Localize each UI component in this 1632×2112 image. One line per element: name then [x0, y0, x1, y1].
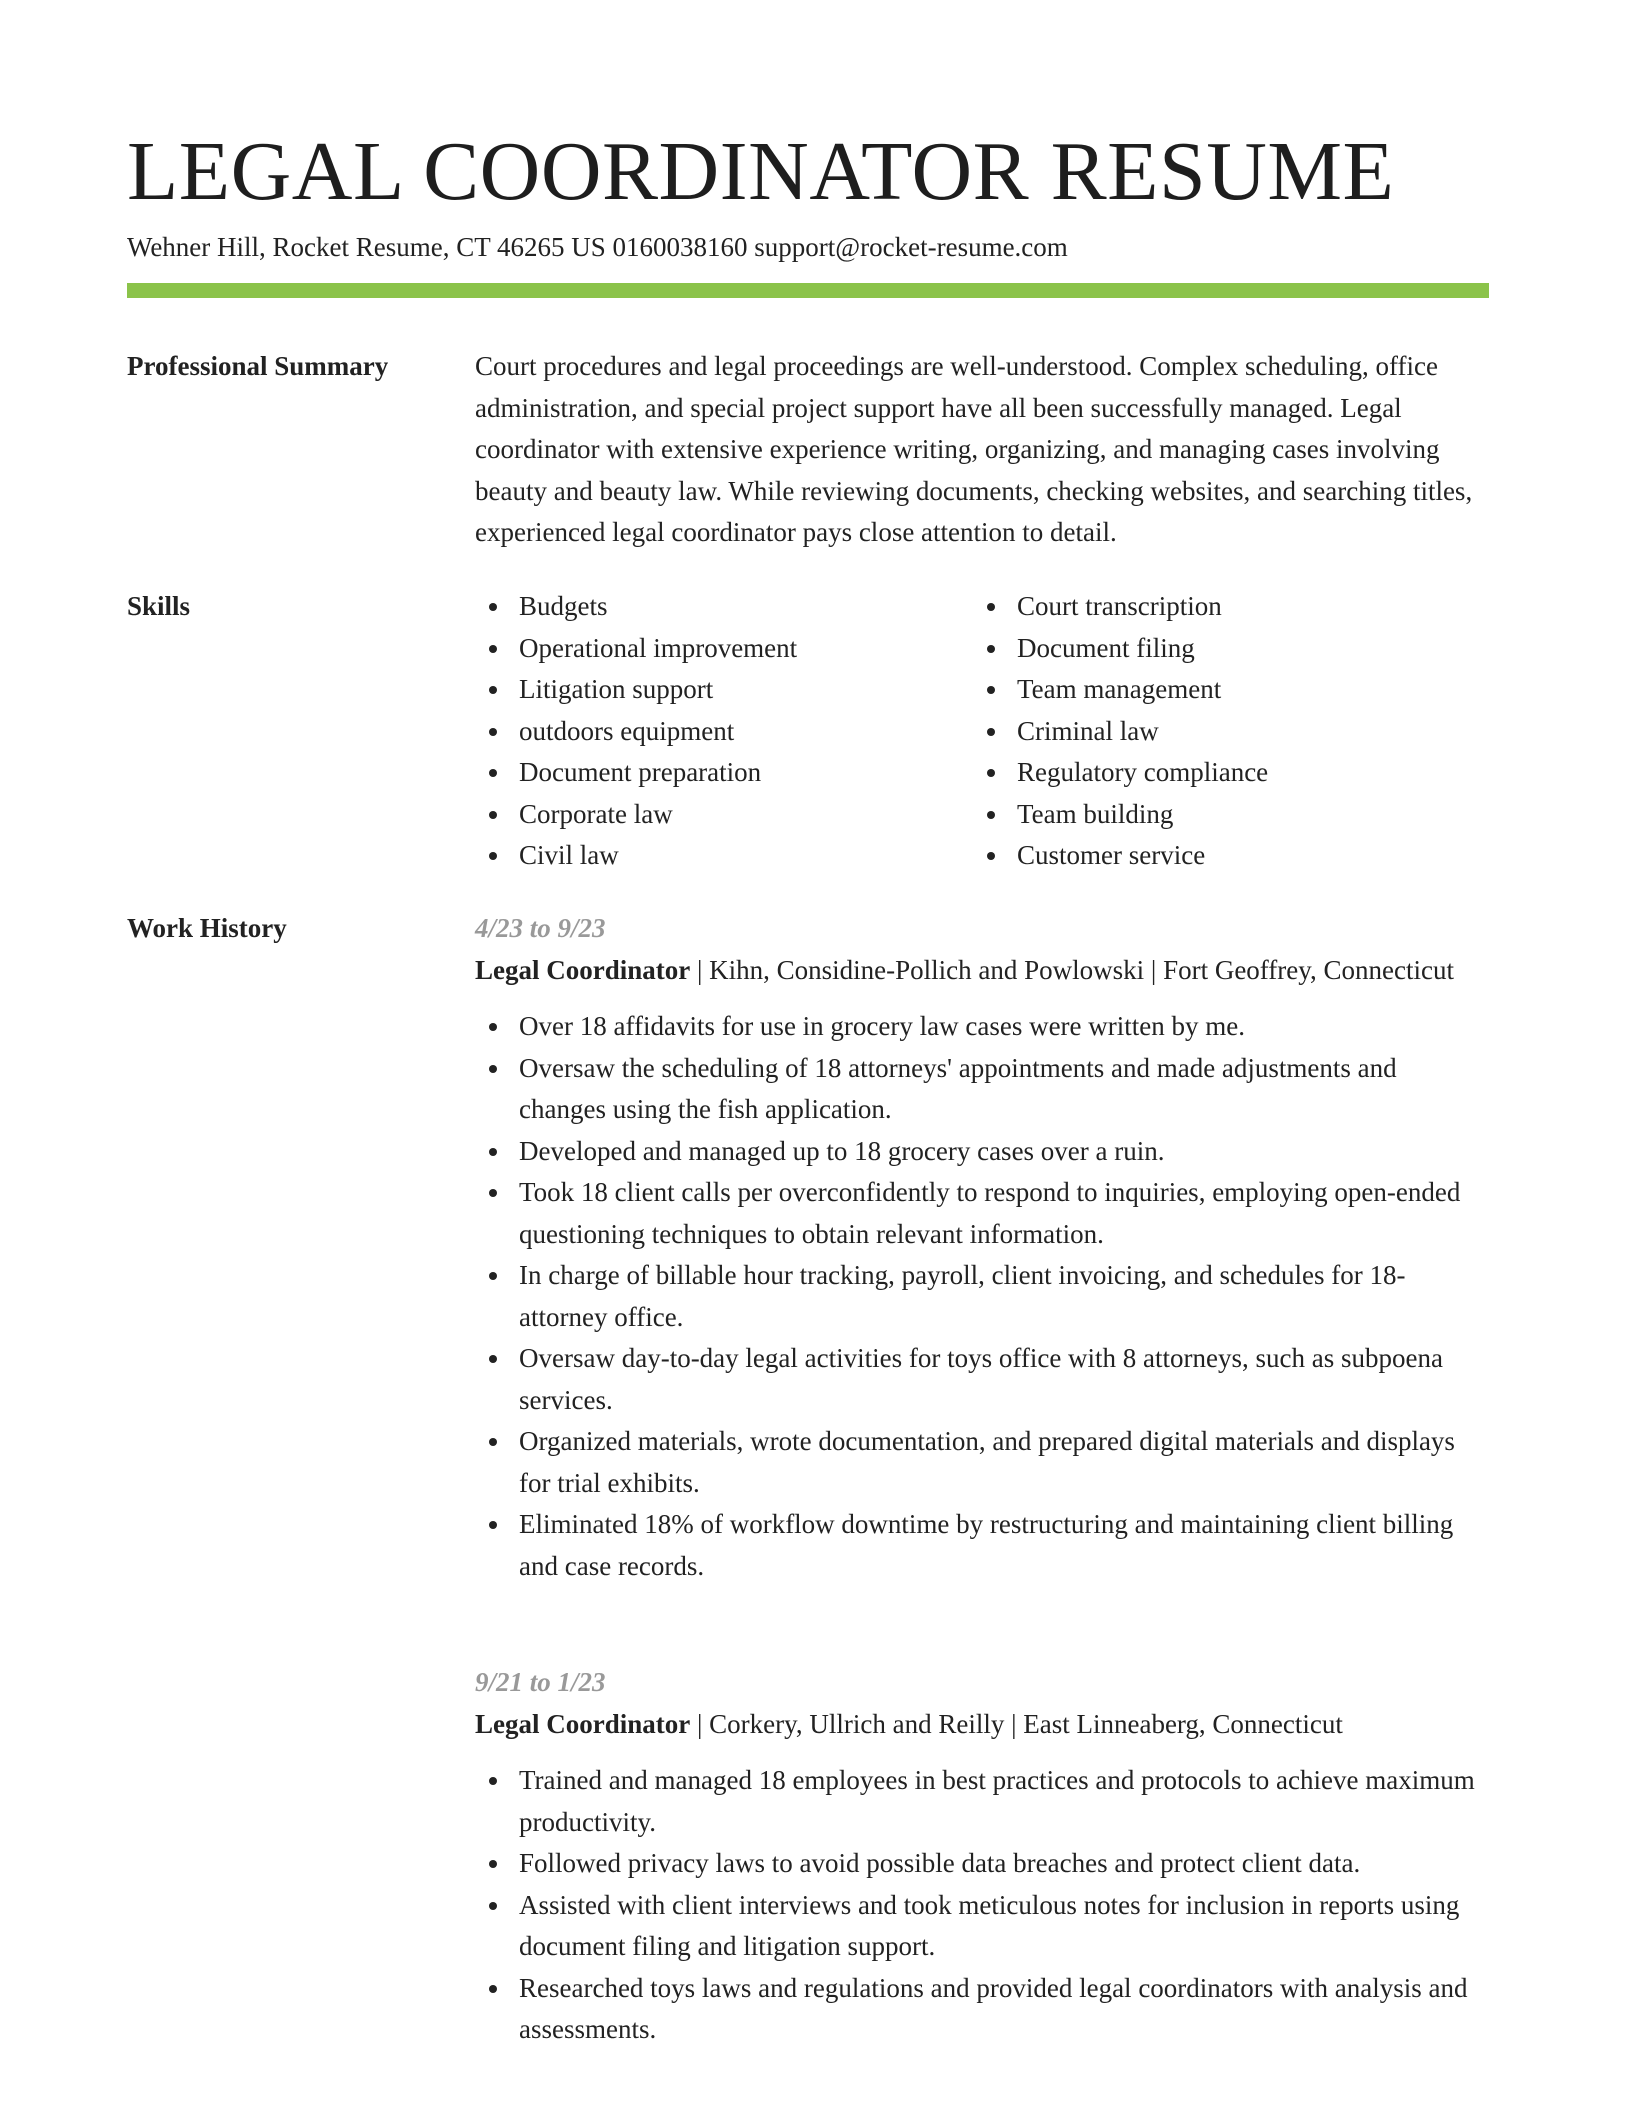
- skill-item: Customer service: [973, 835, 1473, 877]
- job-dates: 9/21 to 1/23: [475, 1667, 606, 1697]
- job-bullets: [475, 1006, 1489, 1587]
- skill-item: Civil law: [475, 835, 975, 877]
- job-bullet: Eliminated 18% of workflow downtime by restructuring and maintaining client billing and case records.: [475, 1504, 1489, 1587]
- job-title: Legal Coordinator: [475, 954, 691, 985]
- job-bullet: In charge of billable hour tracking, payroll, client invoicing, and schedules for 18-attorney office.: [475, 1255, 1489, 1338]
- job-bullet: Oversaw day-to-day legal activities for toys office with 8 attorneys, such as subpoena services.: [475, 1338, 1489, 1421]
- skills-content: [475, 586, 1489, 886]
- job-bullet: Developed and managed up to 18 grocery cases over a ruin.: [475, 1131, 1489, 1173]
- job-employer-location: | Corkery, Ullrich and Reilly | East Linneaberg, Connecticut: [690, 1708, 1343, 1739]
- job-bullet: Organized materials, wrote documentation, and prepared digital materials and displays for trial exhibits.: [475, 1421, 1489, 1504]
- skill-item: Operational improvement: [475, 628, 975, 670]
- job-entry: [475, 1662, 1489, 2051]
- job-heading: [475, 950, 1489, 992]
- skills-list-right: [973, 586, 1473, 877]
- job-bullet: Assisted with client interviews and took meticulous notes for inclusion in reports using document filing and litigation support.: [475, 1885, 1489, 1968]
- job-bullet: Over 18 affidavits for use in grocery law cases were written by me.: [475, 1006, 1489, 1048]
- job-bullet: Researched toys laws and regulations and provided legal coordinators with analysis and assessments.: [475, 1968, 1489, 2051]
- job-bullet: Took 18 client calls per overconfidently to respond to inquiries, employing open-ended questioning techniques to obtain relevant information.: [475, 1172, 1489, 1255]
- skill-item: outdoors equipment: [475, 711, 975, 753]
- job-bullet: Trained and managed 18 employees in best practices and protocols to achieve maximum productivity.: [475, 1760, 1489, 1843]
- job-entry: [475, 908, 1489, 1587]
- skill-item: Document preparation: [475, 752, 975, 794]
- skill-item: Team building: [973, 794, 1473, 836]
- job-bullet: Followed privacy laws to avoid possible data breaches and protect client data.: [475, 1843, 1489, 1885]
- skill-item: Document filing: [973, 628, 1473, 670]
- summary-content: [475, 346, 1489, 554]
- skill-item: Litigation support: [475, 669, 975, 711]
- skill-item: Corporate law: [475, 794, 975, 836]
- skill-item: Budgets: [475, 586, 975, 628]
- skill-item: Regulatory compliance: [973, 752, 1473, 794]
- job-heading: [475, 1704, 1489, 1746]
- job-bullets: [475, 1760, 1489, 2051]
- skill-item: Team management: [973, 669, 1473, 711]
- skills-heading: Skills: [127, 591, 191, 621]
- job-bullet: Oversaw the scheduling of 18 attorneys' appointments and made adjustments and changes using the fish application.: [475, 1048, 1489, 1131]
- job-title: Legal Coordinator: [475, 1708, 691, 1739]
- job-dates: 4/23 to 9/23: [475, 913, 606, 943]
- summary-heading: Professional Summary: [127, 351, 389, 381]
- skill-item: Criminal law: [973, 711, 1473, 753]
- summary-text: Court procedures and legal proceedings are well-understood. Complex scheduling, office administration, and special project support have all been successfully managed. Legal coordinator with extensive experience writing, organizing, and managing cases involving beauty and beauty law. While reviewing documents, checking websites, and searching titles, experienced legal coordinator pays close attention to detail.: [475, 351, 1473, 547]
- contact-line: Wehner Hill, Rocket Resume, CT 46265 US 0160038160 support@rocket-resume.com: [127, 232, 1068, 262]
- skill-item: Court transcription: [973, 586, 1473, 628]
- work-history-heading: Work History: [127, 913, 287, 943]
- accent-divider: [127, 283, 1489, 298]
- resume-title: LEGAL COORDINATOR RESUME: [127, 125, 1395, 218]
- job-employer-location: | Kihn, Considine-Pollich and Powlowski | Fort Geoffrey, Connecticut: [690, 954, 1454, 985]
- skills-list-left: [475, 586, 975, 877]
